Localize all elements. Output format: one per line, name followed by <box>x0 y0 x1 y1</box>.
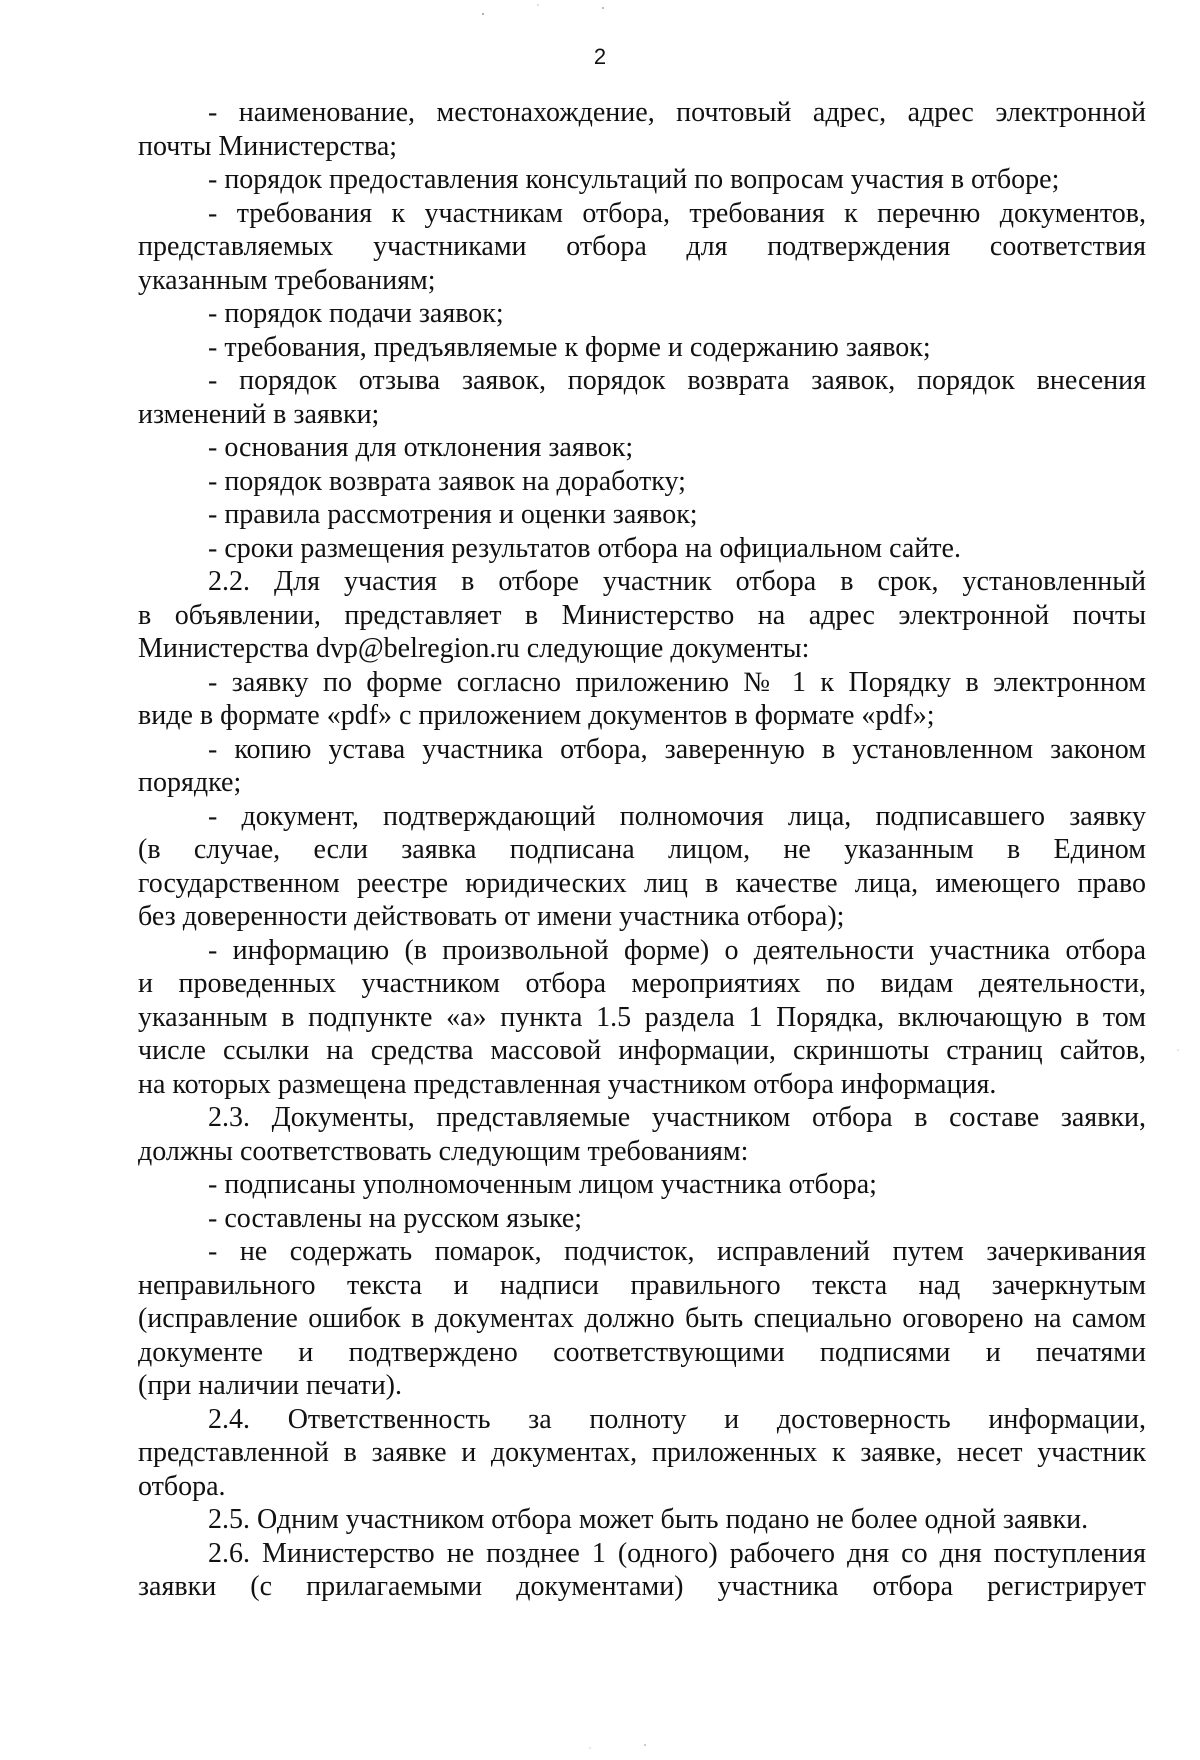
text-line: - порядок подачи заявок; <box>208 298 504 329</box>
text-line: - документ, подтверждающий полномочия лица, подписавшего заявку <box>208 800 1146 832</box>
text-line: - составлены на русском языке; <box>208 1202 583 1234</box>
text-line: - заявку по форме согласно приложению № 1 к Порядку в электронном <box>208 666 1146 698</box>
text-line: указанным требованиям; <box>138 264 436 296</box>
text-line: должны соответствовать следующим требованиям: <box>138 1135 749 1167</box>
text-line: 2.2. Для участия в отборе участник отбора в срок, установленный <box>208 566 1146 597</box>
text-line: в объявлении, представляет в Министерство на адрес электронной почты <box>138 599 1146 631</box>
text-line: порядке; <box>138 767 242 798</box>
text-line: 2.3. Документы, представляемые участником отбора в составе заявки, <box>208 1102 1146 1133</box>
text-line: виде в формате «pdf» с приложением документов в формате «pdf»; <box>138 700 935 731</box>
text-line: почты Министерства; <box>138 130 398 162</box>
text-line: представленной в заявке и документах, приложенных к заявке, несет участник <box>138 1437 1146 1468</box>
text-line: - сроки размещения результатов отбора на официальном сайте. <box>208 532 961 564</box>
text-line: государственном реестре юридических лиц в качестве лица, имеющего право <box>138 867 1146 899</box>
text-line: - требования к участникам отбора, требования к перечню документов, <box>208 197 1146 229</box>
text-line: 2.6. Министерство не позднее 1 (одного) рабочего дня со дня поступления <box>208 1537 1146 1569</box>
text-line: (исправление ошибок в документах должно быть специально оговорено на самом <box>138 1303 1146 1334</box>
text-line: Министерства dvp@belregion.ru следующие документы: <box>138 633 810 664</box>
text-line: и проведенных участником отбора мероприятиях по видам деятельности, <box>138 968 1146 999</box>
text-line: заявки (с прилагаемыми документами) участника отбора регистрирует <box>138 1571 1146 1602</box>
text-line: 2.5. Одним участником отбора может быть подано не более одной заявки. <box>208 1504 1089 1535</box>
text-line: - порядок возврата заявок на доработку; <box>208 465 686 497</box>
text-line: числе ссылки на средства массовой информации, скриншоты страниц сайтов, <box>138 1035 1146 1066</box>
text-line: - порядок отзыва заявок, порядок возврата заявок, порядок внесения <box>208 365 1146 396</box>
text-line: - информацию (в произвольной форме) о деятельности участника отбора <box>208 934 1146 966</box>
page-number: 2 <box>593 44 607 69</box>
text-line: - подписаны уполномоченным лицом участника отбора; <box>208 1169 877 1200</box>
text-line: (в случае, если заявка подписана лицом, не указанным в Едином <box>138 834 1146 865</box>
text-line: без доверенности действовать от имени участника отбора); <box>138 901 845 932</box>
text-line: (при наличии печати). <box>138 1370 403 1401</box>
text-line: - копию устава участника отбора, заверенную в установленном законом <box>208 733 1146 765</box>
text-line: - правила рассмотрения и оценки заявок; <box>208 499 698 530</box>
text-line: - основания для отклонения заявок; <box>208 432 634 463</box>
text-line: 2.4. Ответственность за полноту и достоверность информации, <box>208 1403 1146 1435</box>
text-line: отбора. <box>138 1470 226 1502</box>
text-line: указанным в подпункте «а» пункта 1.5 раздела 1 Порядка, включающую в том <box>138 1001 1146 1033</box>
text-line: изменений в заявки; <box>138 398 380 430</box>
text-line: на которых размещена представленная участником отбора информация. <box>138 1068 997 1100</box>
text-line: - порядок предоставления консультаций по вопросам участия в отборе; <box>208 164 1060 195</box>
text-line: документе и подтверждено соответствующими подписями и печатями <box>138 1336 1146 1368</box>
text-line: неправильного текста и надписи правильного текста над зачеркнутым <box>138 1269 1146 1301</box>
text-line: представляемых участниками отбора для подтверждения соответствия <box>138 231 1146 262</box>
text-line: - требования, предъявляемые к форме и содержанию заявок; <box>208 331 931 363</box>
text-line: - наименование, местонахождение, почтовый адрес, адрес электронной <box>208 97 1146 128</box>
document-body <box>138 96 1146 1604</box>
text-line: - не содержать помарок, подчисток, исправлений путем зачеркивания <box>208 1236 1146 1267</box>
